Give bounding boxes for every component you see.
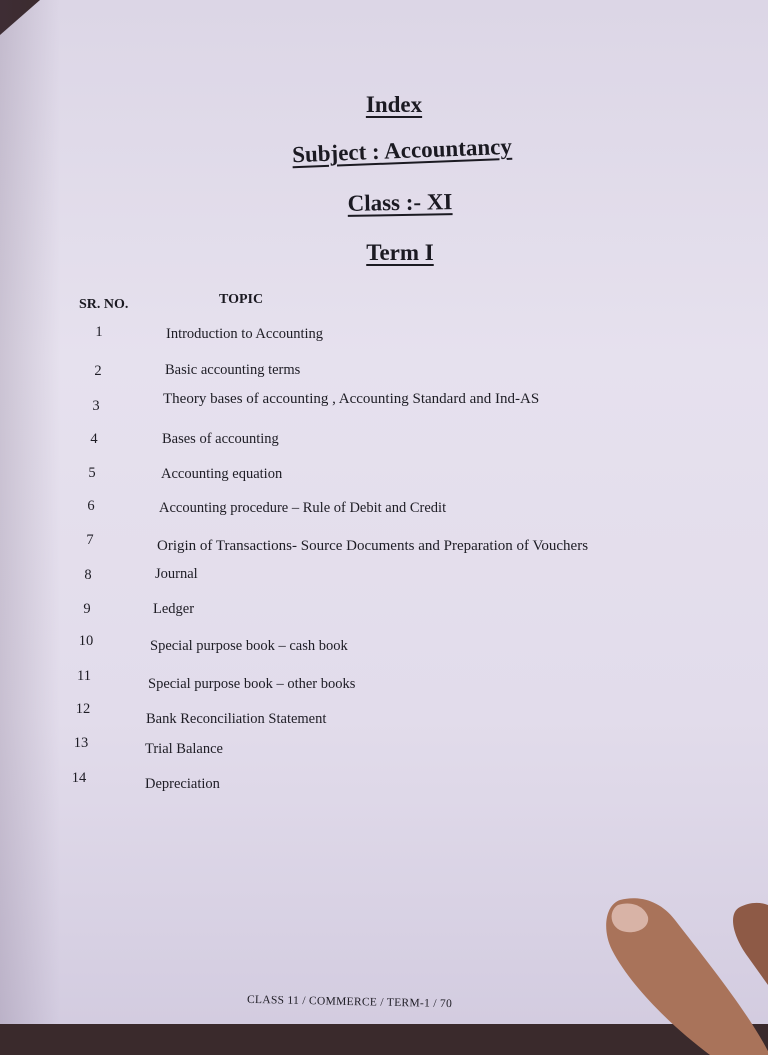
row-number: 1 xyxy=(95,324,103,340)
index-title: Index xyxy=(365,92,423,117)
row-topic: Theory bases of accounting , Accounting Standard and Ind-AS xyxy=(163,391,540,407)
row-number: 12 xyxy=(75,701,91,717)
row-topic: Bank Reconciliation Statement xyxy=(146,711,327,727)
row-topic: Basic accounting terms xyxy=(165,362,301,378)
row-number: 13 xyxy=(73,735,89,751)
row-number: 3 xyxy=(92,398,100,414)
class-heading: Class :- XI xyxy=(347,189,453,216)
row-number: 6 xyxy=(87,498,95,514)
row-number: 7 xyxy=(86,532,94,548)
row-number: 14 xyxy=(71,770,87,786)
row-topic: Introduction to Accounting xyxy=(166,326,324,342)
row-topic: Trial Balance xyxy=(145,741,223,757)
row-number: 5 xyxy=(88,465,96,481)
term-heading: Term I xyxy=(366,240,434,265)
row-topic: Accounting equation xyxy=(161,466,283,482)
row-number: 9 xyxy=(83,601,91,617)
row-number: 11 xyxy=(77,668,91,684)
row-topic: Journal xyxy=(155,566,198,582)
row-topic: Special purpose book – cash book xyxy=(150,638,348,654)
row-number: 4 xyxy=(90,431,98,447)
column-header-sr-no: SR. NO. xyxy=(79,297,129,312)
row-number: 10 xyxy=(78,633,94,649)
row-topic: Accounting procedure – Rule of Debit and Credit xyxy=(159,500,447,516)
column-header-topic: TOPIC xyxy=(219,292,264,307)
page-footer: CLASS 11 / COMMERCE / TERM-1 / 70 xyxy=(246,993,453,1011)
row-topic: Ledger xyxy=(153,601,195,617)
subject-heading: Subject : Accountancy xyxy=(291,133,513,168)
row-topic: Origin of Transactions- Source Documents and Preparation of Vouchers xyxy=(157,538,589,554)
row-topic: Special purpose book – other books xyxy=(148,676,356,692)
row-topic: Depreciation xyxy=(145,776,220,792)
thumb-finger xyxy=(600,895,768,1055)
row-number: 2 xyxy=(94,363,102,379)
row-number: 8 xyxy=(84,567,92,583)
row-topic: Bases of accounting xyxy=(162,431,279,447)
